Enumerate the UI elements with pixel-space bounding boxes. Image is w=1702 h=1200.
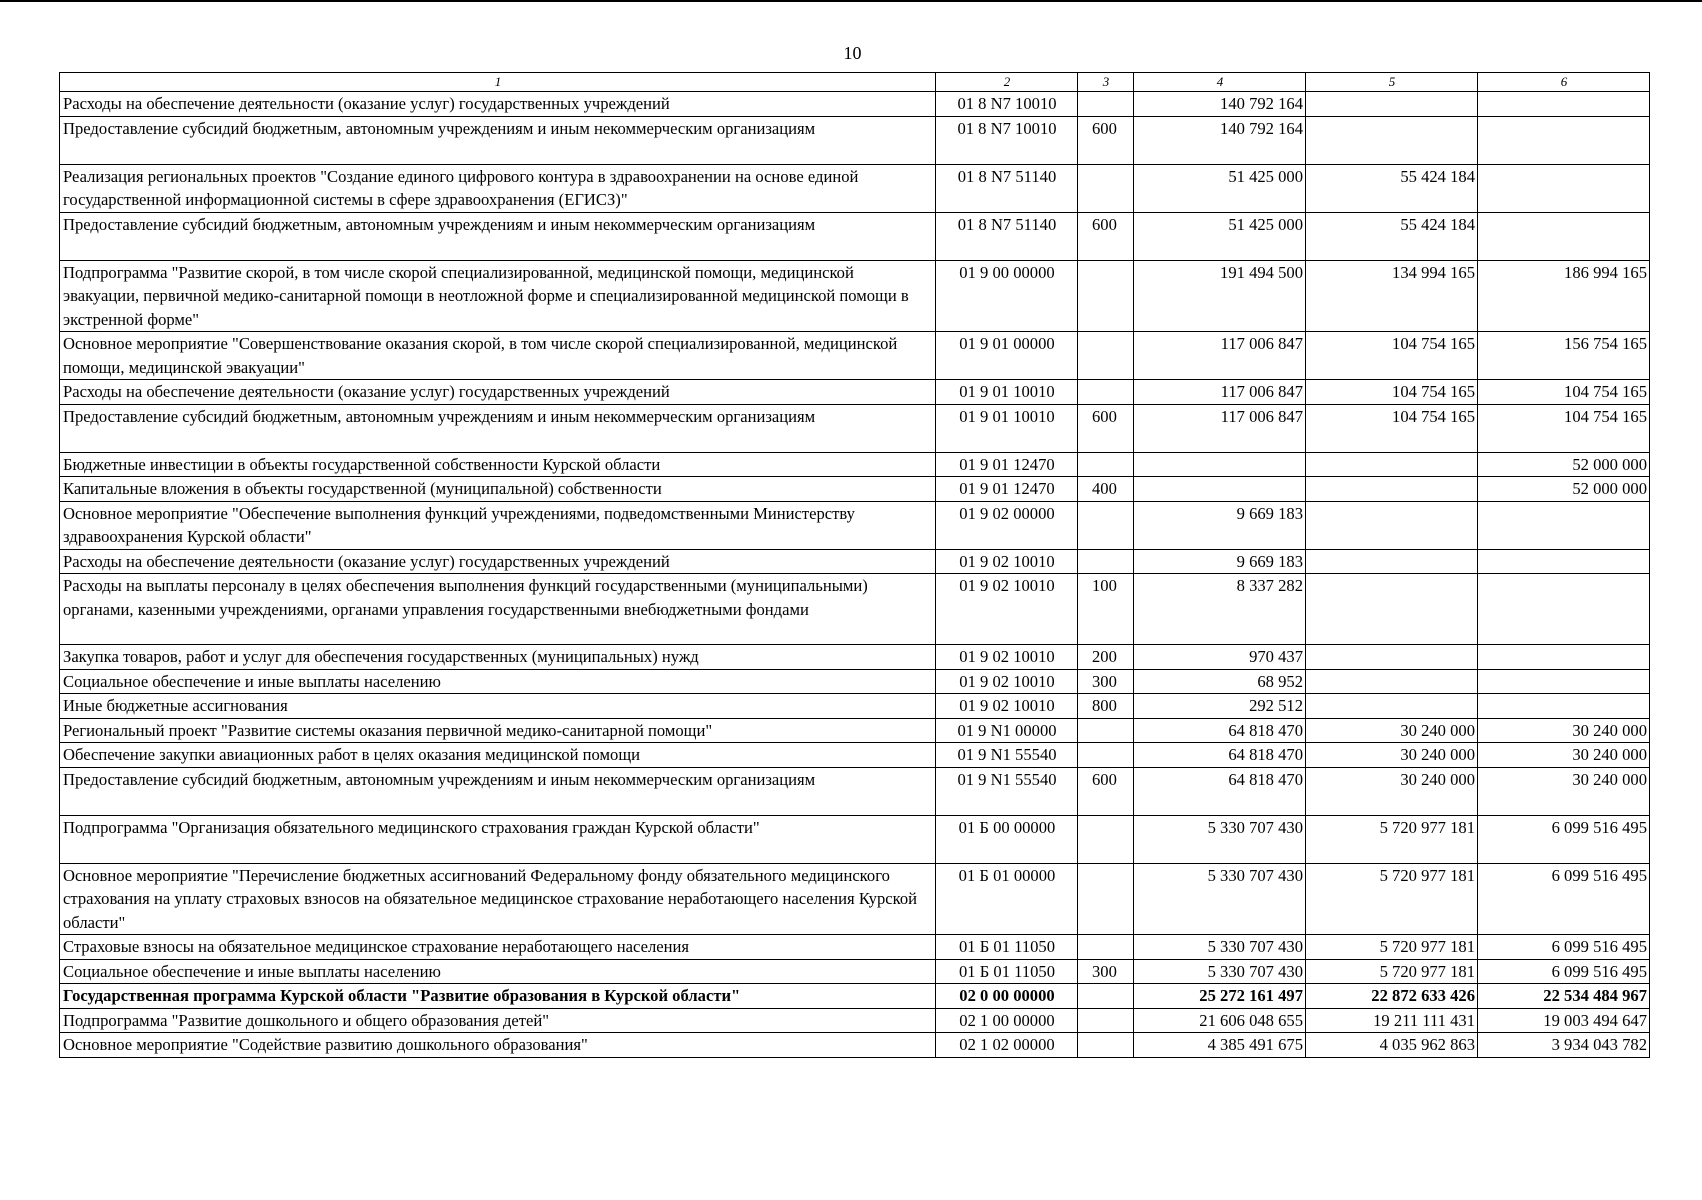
row-amount-col4-cell: 25 272 161 497	[1134, 984, 1306, 1009]
table-row	[60, 935, 1650, 960]
row-code-cell: 01 9 00 00000	[936, 260, 1078, 332]
row-amount-col5-cell: 5 720 977 181	[1306, 863, 1478, 935]
row-name-cell: Социальное обеспечение и иные выплаты населению	[60, 669, 936, 694]
table-row	[60, 694, 1650, 719]
row-amount-col4-cell: 5 330 707 430	[1134, 959, 1306, 984]
row-name-cell: Предоставление субсидий бюджетным, автономным учреждениям и иным некоммерческим организациям	[60, 116, 936, 164]
row-amount-col6-cell: 30 240 000	[1478, 767, 1650, 815]
row-code-cell: 01 9 01 10010	[936, 380, 1078, 405]
row-code-cell: 01 9 02 10010	[936, 549, 1078, 574]
row-amount-col6-cell	[1478, 669, 1650, 694]
row-amount-col4-cell: 5 330 707 430	[1134, 815, 1306, 863]
row-amount-col4-cell: 21 606 048 655	[1134, 1008, 1306, 1033]
row-amount-col4-cell	[1134, 452, 1306, 477]
row-expense-type-cell: 600	[1078, 767, 1134, 815]
row-amount-col6-cell	[1478, 549, 1650, 574]
row-amount-col4-cell	[1134, 477, 1306, 502]
column-header: 3	[1078, 73, 1134, 92]
row-amount-col5-cell	[1306, 116, 1478, 164]
row-expense-type-cell	[1078, 718, 1134, 743]
row-name-cell: Основное мероприятие "Содействие развитию дошкольного образования"	[60, 1033, 936, 1058]
row-expense-type-cell	[1078, 380, 1134, 405]
row-amount-col5-cell: 5 720 977 181	[1306, 815, 1478, 863]
budget-table	[59, 72, 1650, 1058]
row-expense-type-cell	[1078, 332, 1134, 380]
row-code-cell: 01 9 02 00000	[936, 501, 1078, 549]
row-amount-col6-cell: 6 099 516 495	[1478, 959, 1650, 984]
table-row	[60, 260, 1650, 332]
row-amount-col6-cell	[1478, 212, 1650, 260]
row-expense-type-cell: 800	[1078, 694, 1134, 719]
table-row	[60, 501, 1650, 549]
row-amount-col4-cell: 64 818 470	[1134, 767, 1306, 815]
row-code-cell: 01 Б 00 00000	[936, 815, 1078, 863]
row-amount-col6-cell: 104 754 165	[1478, 380, 1650, 405]
row-amount-col6-cell	[1478, 645, 1650, 670]
row-amount-col4-cell: 5 330 707 430	[1134, 863, 1306, 935]
row-amount-col5-cell	[1306, 501, 1478, 549]
page-number: 10	[843, 43, 862, 63]
row-code-cell: 01 Б 01 00000	[936, 863, 1078, 935]
row-amount-col4-cell: 292 512	[1134, 694, 1306, 719]
row-amount-col5-cell	[1306, 645, 1478, 670]
row-code-cell: 01 8 N7 51140	[936, 164, 1078, 212]
table-row	[60, 767, 1650, 815]
row-name-cell: Иные бюджетные ассигнования	[60, 694, 936, 719]
column-header: 1	[60, 73, 936, 92]
row-amount-col6-cell: 6 099 516 495	[1478, 935, 1650, 960]
row-expense-type-cell	[1078, 984, 1134, 1009]
row-amount-col6-cell: 3 934 043 782	[1478, 1033, 1650, 1058]
row-amount-col4-cell: 117 006 847	[1134, 332, 1306, 380]
table-header-row	[60, 73, 1650, 92]
row-expense-type-cell	[1078, 549, 1134, 574]
row-amount-col5-cell	[1306, 477, 1478, 502]
row-amount-col6-cell: 30 240 000	[1478, 718, 1650, 743]
row-amount-col4-cell: 140 792 164	[1134, 116, 1306, 164]
row-amount-col5-cell	[1306, 452, 1478, 477]
row-name-cell: Реализация региональных проектов "Создание единого цифрового контура в здравоохранении на основе единой государственной информационной системы в сфере здравоохранения (ЕГИСЗ)"	[60, 164, 936, 212]
row-amount-col6-cell: 52 000 000	[1478, 477, 1650, 502]
row-amount-col4-cell: 9 669 183	[1134, 501, 1306, 549]
row-expense-type-cell	[1078, 1008, 1134, 1033]
row-amount-col5-cell: 30 240 000	[1306, 767, 1478, 815]
row-amount-col5-cell: 19 211 111 431	[1306, 1008, 1478, 1033]
row-amount-col5-cell: 104 754 165	[1306, 332, 1478, 380]
table-row	[60, 116, 1650, 164]
row-expense-type-cell	[1078, 501, 1134, 549]
row-amount-col6-cell: 186 994 165	[1478, 260, 1650, 332]
table-row	[60, 332, 1650, 380]
row-amount-col5-cell: 4 035 962 863	[1306, 1033, 1478, 1058]
table-row	[60, 863, 1650, 935]
column-header: 2	[936, 73, 1078, 92]
row-amount-col4-cell: 64 818 470	[1134, 743, 1306, 768]
row-expense-type-cell	[1078, 1033, 1134, 1058]
row-amount-col4-cell: 68 952	[1134, 669, 1306, 694]
row-amount-col6-cell	[1478, 501, 1650, 549]
table-row	[60, 452, 1650, 477]
table-row	[60, 669, 1650, 694]
row-code-cell: 01 9 01 00000	[936, 332, 1078, 380]
row-expense-type-cell	[1078, 815, 1134, 863]
row-amount-col6-cell	[1478, 92, 1650, 117]
row-code-cell: 01 9 N1 55540	[936, 743, 1078, 768]
row-code-cell: 01 9 02 10010	[936, 669, 1078, 694]
row-name-cell: Страховые взносы на обязательное медицинское страхование неработающего населения	[60, 935, 936, 960]
row-expense-type-cell: 300	[1078, 959, 1134, 984]
table-row	[60, 815, 1650, 863]
row-name-cell: Подпрограмма "Развитие скорой, в том числе скорой специализированной, медицинской помощи, медицинской эвакуации, первичной медико-санитарной помощи в неотложной форме и специализированной медицинской помощи в экстренной форме"	[60, 260, 936, 332]
table-row	[60, 212, 1650, 260]
row-code-cell: 02 0 00 00000	[936, 984, 1078, 1009]
row-expense-type-cell: 300	[1078, 669, 1134, 694]
row-code-cell: 01 8 N7 10010	[936, 116, 1078, 164]
table-row	[60, 718, 1650, 743]
row-name-cell: Предоставление субсидий бюджетным, автономным учреждениям и иным некоммерческим организациям	[60, 212, 936, 260]
row-name-cell: Подпрограмма "Организация обязательного медицинского страхования граждан Курской области"	[60, 815, 936, 863]
row-name-cell: Бюджетные инвестиции в объекты государственной собственности Курской области	[60, 452, 936, 477]
row-name-cell: Обеспечение закупки авиационных работ в целях оказания медицинской помощи	[60, 743, 936, 768]
row-amount-col5-cell	[1306, 694, 1478, 719]
table-row	[60, 549, 1650, 574]
row-amount-col5-cell: 5 720 977 181	[1306, 935, 1478, 960]
column-header: 5	[1306, 73, 1478, 92]
row-amount-col4-cell: 140 792 164	[1134, 92, 1306, 117]
row-expense-type-cell	[1078, 743, 1134, 768]
row-expense-type-cell: 400	[1078, 477, 1134, 502]
table-row	[60, 743, 1650, 768]
row-name-cell: Основное мероприятие "Обеспечение выполнения функций учреждениями, подведомственными Министерству здравоохранения Курской области"	[60, 501, 936, 549]
row-expense-type-cell	[1078, 260, 1134, 332]
row-amount-col6-cell	[1478, 694, 1650, 719]
row-amount-col5-cell: 22 872 633 426	[1306, 984, 1478, 1009]
column-header: 6	[1478, 73, 1650, 92]
row-expense-type-cell: 200	[1078, 645, 1134, 670]
row-amount-col4-cell: 4 385 491 675	[1134, 1033, 1306, 1058]
row-amount-col4-cell: 8 337 282	[1134, 574, 1306, 645]
row-amount-col5-cell: 5 720 977 181	[1306, 959, 1478, 984]
table-row	[60, 645, 1650, 670]
table-row	[60, 984, 1650, 1009]
row-amount-col4-cell: 191 494 500	[1134, 260, 1306, 332]
row-amount-col4-cell: 51 425 000	[1134, 164, 1306, 212]
row-code-cell: 01 9 02 10010	[936, 694, 1078, 719]
row-amount-col5-cell	[1306, 669, 1478, 694]
row-amount-col4-cell: 64 818 470	[1134, 718, 1306, 743]
row-amount-col6-cell: 156 754 165	[1478, 332, 1650, 380]
row-name-cell: Государственная программа Курской области "Развитие образования в Курской области"	[60, 984, 936, 1009]
row-code-cell: 01 8 N7 10010	[936, 92, 1078, 117]
row-amount-col6-cell: 6 099 516 495	[1478, 815, 1650, 863]
row-code-cell: 01 8 N7 51140	[936, 212, 1078, 260]
row-name-cell: Закупка товаров, работ и услуг для обеспечения государственных (муниципальных) нужд	[60, 645, 936, 670]
row-expense-type-cell	[1078, 863, 1134, 935]
row-name-cell: Предоставление субсидий бюджетным, автономным учреждениям и иным некоммерческим организациям	[60, 767, 936, 815]
table-row	[60, 477, 1650, 502]
page-top-border	[0, 0, 1702, 2]
row-amount-col6-cell: 22 534 484 967	[1478, 984, 1650, 1009]
row-amount-col4-cell: 51 425 000	[1134, 212, 1306, 260]
row-expense-type-cell: 600	[1078, 404, 1134, 452]
row-code-cell: 01 9 01 10010	[936, 404, 1078, 452]
row-amount-col6-cell	[1478, 116, 1650, 164]
table-row	[60, 1033, 1650, 1058]
table-row	[60, 574, 1650, 645]
row-expense-type-cell	[1078, 164, 1134, 212]
row-name-cell: Предоставление субсидий бюджетным, автономным учреждениям и иным некоммерческим организациям	[60, 404, 936, 452]
table-row	[60, 92, 1650, 117]
row-expense-type-cell	[1078, 92, 1134, 117]
row-name-cell: Расходы на обеспечение деятельности (оказание услуг) государственных учреждений	[60, 549, 936, 574]
row-amount-col5-cell: 134 994 165	[1306, 260, 1478, 332]
row-amount-col6-cell: 104 754 165	[1478, 404, 1650, 452]
row-amount-col5-cell: 55 424 184	[1306, 164, 1478, 212]
row-amount-col4-cell: 9 669 183	[1134, 549, 1306, 574]
table-body	[60, 92, 1650, 1058]
row-expense-type-cell	[1078, 452, 1134, 477]
row-expense-type-cell	[1078, 935, 1134, 960]
row-code-cell: 02 1 02 00000	[936, 1033, 1078, 1058]
row-amount-col5-cell: 104 754 165	[1306, 404, 1478, 452]
table-row	[60, 959, 1650, 984]
row-expense-type-cell: 100	[1078, 574, 1134, 645]
row-code-cell: 01 9 N1 55540	[936, 767, 1078, 815]
row-code-cell: 01 9 02 10010	[936, 645, 1078, 670]
row-amount-col5-cell: 30 240 000	[1306, 718, 1478, 743]
row-amount-col4-cell: 117 006 847	[1134, 380, 1306, 405]
table-row	[60, 380, 1650, 405]
row-name-cell: Капитальные вложения в объекты государственной (муниципальной) собственности	[60, 477, 936, 502]
row-name-cell: Расходы на обеспечение деятельности (оказание услуг) государственных учреждений	[60, 92, 936, 117]
row-code-cell: 01 9 02 10010	[936, 574, 1078, 645]
column-header: 4	[1134, 73, 1306, 92]
row-amount-col5-cell	[1306, 92, 1478, 117]
row-name-cell: Основное мероприятие "Перечисление бюджетных ассигнований Федеральному фонду обязательного медицинского страхования на уплату страховых взносов на обязательное медицинское страхование неработающего населения Курской области"	[60, 863, 936, 935]
row-code-cell: 01 Б 01 11050	[936, 959, 1078, 984]
row-code-cell: 01 9 01 12470	[936, 452, 1078, 477]
row-code-cell: 02 1 00 00000	[936, 1008, 1078, 1033]
table-row	[60, 164, 1650, 212]
row-amount-col4-cell: 117 006 847	[1134, 404, 1306, 452]
row-amount-col5-cell	[1306, 574, 1478, 645]
row-name-cell: Расходы на обеспечение деятельности (оказание услуг) государственных учреждений	[60, 380, 936, 405]
row-code-cell: 01 Б 01 11050	[936, 935, 1078, 960]
row-expense-type-cell: 600	[1078, 212, 1134, 260]
row-amount-col6-cell	[1478, 574, 1650, 645]
row-amount-col5-cell: 30 240 000	[1306, 743, 1478, 768]
row-amount-col4-cell: 5 330 707 430	[1134, 935, 1306, 960]
row-amount-col6-cell: 52 000 000	[1478, 452, 1650, 477]
row-amount-col6-cell: 6 099 516 495	[1478, 863, 1650, 935]
row-amount-col6-cell	[1478, 164, 1650, 212]
row-amount-col5-cell: 55 424 184	[1306, 212, 1478, 260]
row-expense-type-cell: 600	[1078, 116, 1134, 164]
row-name-cell: Основное мероприятие "Совершенствование оказания скорой, в том числе скорой специализированной, медицинской помощи, медицинской эвакуации"	[60, 332, 936, 380]
table-row	[60, 1008, 1650, 1033]
table-row	[60, 404, 1650, 452]
row-amount-col4-cell: 970 437	[1134, 645, 1306, 670]
row-name-cell: Региональный проект "Развитие системы оказания первичной медико-санитарной помощи"	[60, 718, 936, 743]
row-amount-col5-cell	[1306, 549, 1478, 574]
row-name-cell: Социальное обеспечение и иные выплаты населению	[60, 959, 936, 984]
row-amount-col6-cell: 19 003 494 647	[1478, 1008, 1650, 1033]
row-code-cell: 01 9 01 12470	[936, 477, 1078, 502]
row-amount-col5-cell: 104 754 165	[1306, 380, 1478, 405]
row-amount-col6-cell: 30 240 000	[1478, 743, 1650, 768]
row-name-cell: Подпрограмма "Развитие дошкольного и общего образования детей"	[60, 1008, 936, 1033]
row-name-cell: Расходы на выплаты персоналу в целях обеспечения выполнения функций государственными (муниципальными) органами, казенными учреждениями, органами управления государственными внебюджетными фондами	[60, 574, 936, 645]
row-code-cell: 01 9 N1 00000	[936, 718, 1078, 743]
